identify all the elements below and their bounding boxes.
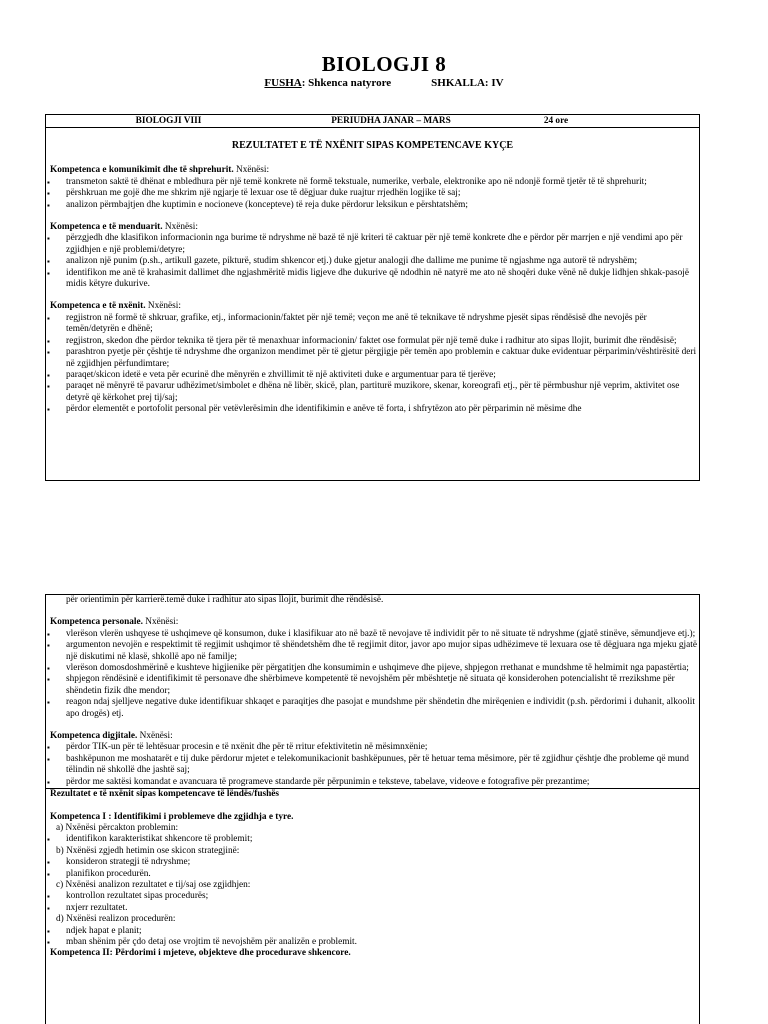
continuation-text: për orientimin për karrierë.temë duke i radhitur ato sipas llojit, burimit dhe rëndësisë. xyxy=(66,595,384,605)
competence-heading xyxy=(46,222,699,233)
list-item: ▪ reagon ndaj sjelljeve negative duke identifikuar shkaqet e paraqitjes dhe pasojat e mundshme për shëndetin dhe mirëqenien e individit (p.sh. përdorimi i duhanit, alkoolit apo drogës) etj. xyxy=(46,697,699,720)
competence-2-title: Kompetenca II: Përdorimi i mjeteve, objekteve dhe procedurave shkencore. xyxy=(50,948,351,959)
key-competences-list-2 xyxy=(46,617,699,788)
competence-heading xyxy=(46,617,699,628)
competence-1-groups xyxy=(46,823,699,948)
fusha-label: FUSHA xyxy=(264,77,302,89)
fusha-value: : Shkenca natyrore xyxy=(301,77,392,89)
list-item: ▪ transmeton saktë të dhënat e mbledhura për një temë konkrete në formë tekstuale, numerike, verbale, elektronike apo në ndonjë formë tjetër të të shprehurit; xyxy=(46,177,699,188)
sub-step-lead: b) Nxënësi zgjedh hetimin ose skicon strategjinë: xyxy=(56,845,240,856)
list-item: ▪ mban shënim për çdo detaj ose vrojtim të nevojshëm për analizën e problemit. xyxy=(46,937,699,948)
competence-suffix: Nxënësi: xyxy=(233,165,270,176)
list-item: ▪ argumenton nevojën e respektimit të regjimit ushqimor të shëndetshëm dhe të regjimit ditor, javor apo mujor sipas udhëzimeve të lexuara ose të dëgjuara nga mjeku gjatë një diskutimi në klasë, shkollë apo në familje; xyxy=(46,640,699,663)
subject-results-heading: Rezultatet e të nxënit sipas kompetencave të lëndës/fushës xyxy=(50,789,280,800)
competence-1-title: Kompetenca I : Identifikimi i problemeve dhe zgjidhja e tyre. xyxy=(50,811,294,822)
list-item: ▪ regjistron në formë të shkruar, grafike, etj., informacionin/faktet për një temë; veçon me anë të teknikave të ndryshme pjesët sipas rëndësisë dhe nevojës për temën/detyrën e dhënë; xyxy=(46,313,699,336)
competence-title: Kompetenca e të menduarit. xyxy=(50,222,163,233)
subject-cell: BIOLOGJI VIII xyxy=(135,116,202,126)
competence-suffix: Nxënësi: xyxy=(137,731,173,742)
list-item: ▪ vlerëson vlerën ushqyese të ushqimeve që konsumon, duke i klasifikuar ato në bazë të nevojave të individit për to në situate të ndryshme (gjatë stinëve, sëmundjeve etj.); xyxy=(46,629,699,640)
list-item: ▪ paraqet në mënyrë të pavarur udhëzimet/simbolet e dhëna në libër, skicë, plan, partiturë muzikore, skenar, koreografi etj., për të përmbushur një veprim, aktivitet ose detyrë që kërkohet prej tij/saj; xyxy=(46,381,699,404)
list-item: ▪ planifikon procedurën. xyxy=(46,869,699,880)
competence-title: Kompetenca digjitale. xyxy=(50,731,138,742)
competence-suffix: Nxënësi: xyxy=(145,301,181,312)
competence-section xyxy=(46,222,699,290)
competence-suffix: Nxënësi: xyxy=(142,617,179,628)
hours-cell: 24 ore xyxy=(543,116,569,126)
competence-section xyxy=(46,301,699,415)
competence-section xyxy=(46,617,699,720)
sub-step-lead: d) Nxënësi realizon procedurën: xyxy=(56,914,176,925)
shkalla-label: SHKALLA: IV xyxy=(431,77,504,89)
competences-table-page2 xyxy=(45,594,700,1024)
list-item: ▪ përdor elementët e portofolit personal për vetëvlerësimin dhe identifikimin e anëve të forta, i shfrytëzon ato për përparimin në mësime dhe xyxy=(46,404,699,415)
sub-step-lead: c) Nxënësi analizon rezultatet e tij/saj ose zgjidhjen: xyxy=(56,879,251,890)
list-item: ▪ parashtron pyetje për çështje të ndryshme dhe organizon mendimet për të gjetur përgjigje për temën apo problemin e caktuar duke evidentuar përparimin/vështirësitë deri në zgjidhjen përfundimtare; xyxy=(46,347,699,370)
competence-heading xyxy=(46,165,699,176)
document-title: BIOLOGJI 8 xyxy=(321,52,447,76)
competence-title: Kompetenca e të nxënit. xyxy=(50,301,146,312)
competence-title: Kompetenca e komunikimit dhe të shprehurit. xyxy=(50,165,234,176)
list-item: ▪ përdor TIK-un për të lehtësuar procesin e të nxënit dhe për të rritur efektivitetin në mësimnxënie; xyxy=(46,742,699,753)
competence-section xyxy=(46,731,699,788)
document-subtitle xyxy=(0,77,768,89)
competence-title: Kompetenca personale. xyxy=(50,617,143,628)
list-item: ▪ paraqet/skicon idetë e veta për ecurinë dhe mënyrën e zhvillimit të një aktiviteti duke e argumentuar para të tjerëve; xyxy=(46,370,699,381)
competence-suffix: Nxënësi: xyxy=(162,222,198,233)
list-item: ▪ regjistron, skedon dhe përdor teknika të tjera për të menaxhuar informacionin/ faktet ose formulat për një temë duke i radhitur ato sipas llojit, burimit dhe rëndësisë; xyxy=(46,336,699,347)
list-item: ▪ shpjegon rëndësinë e identifikimit të personave dhe shërbimeve kompetentë të nevojshëm për mbështetje në situata që konsiderohen potencialisht të rrezikshme për shëndetin fizik dhe mendor; xyxy=(46,674,699,697)
table-header-row xyxy=(46,115,699,128)
list-item: ▪ identifikon me anë të krahasimit dallimet dhe ngjashmëritë midis ligjeve dhe dukurive që ndodhin në natyrë me ato në shoqëri duke vënë në dukje lidhjen shkak-pasojë midis këtyre dukurive. xyxy=(46,268,699,291)
list-item: ▪ përzgjedh dhe klasifikon informacionin nga burime të ndryshme në bazë të një kriteri të caktuar për një temë konkrete dhe e përdor për marrjen e një vendimi apo për zgjidhjen e një problemi/detyre; xyxy=(46,233,699,256)
key-competences-list xyxy=(46,165,699,415)
list-item: ▪ konsideron strategji të ndryshme; xyxy=(46,857,699,868)
competences-table-page1 xyxy=(45,114,700,481)
list-item: ▪ identifikon karakteristikat shkencore të problemit; xyxy=(46,834,699,845)
list-item: ▪ përshkruan me gojë dhe me shkrim një ngjarje të lexuar ose të dëgjuar duke ruajtur rrjedhën logjike të saj; xyxy=(46,188,699,199)
box-title: REZULTATET E TË NXËNIT SIPAS KOMPETENCAVE KYÇE xyxy=(231,140,514,151)
list-item: ▪ nxjerr rezultatet. xyxy=(46,903,699,914)
competence-heading xyxy=(46,731,699,742)
period-cell: PERIUDHA JANAR – MARS xyxy=(331,116,451,126)
list-item: ▪ bashkëpunon me moshatarët e tij duke përdorur mjetet e telekomunikacionit bashkëpunues, për të hetuar tema mësimore, për të zgjidhur çështje dhe probleme që mund tëlindin në shkollë dhe jashtë saj; xyxy=(46,754,699,777)
list-item: ▪ vlerëson domosdoshmërinë e kushteve higjienike për përgatitjen dhe konsumimin e ushqimeve dhe pijeve, shpjegon rrethanat e mundshme të helmimit nga papastërtia; xyxy=(46,663,699,674)
list-item: ▪ analizon përmbajtjen dhe kuptimin e nocioneve (koncepteve) të reja duke përdorur leksikun e përshtatshëm; xyxy=(46,200,699,211)
list-item: ▪ ndjek hapat e planit; xyxy=(46,926,699,937)
competence-heading xyxy=(46,301,699,312)
sub-step-lead: a) Nxënësi përcakton problemin: xyxy=(56,822,179,833)
list-item: ▪ analizon një punim (p.sh., artikull gazete, pikturë, studim shkencor etj.) duke gjetur analogji dhe dallime me punime të ngjashme nga autorë të ndryshëm; xyxy=(46,256,699,267)
competence-section xyxy=(46,165,699,211)
list-item: ▪ kontrollon rezultatet sipas procedurës; xyxy=(46,891,699,902)
list-item: ▪ përdor me saktësi komandat e avancuara të programeve standarde për përpunimin e teksteve, tabelave, videove e fotografive për prezantime; xyxy=(46,777,699,788)
